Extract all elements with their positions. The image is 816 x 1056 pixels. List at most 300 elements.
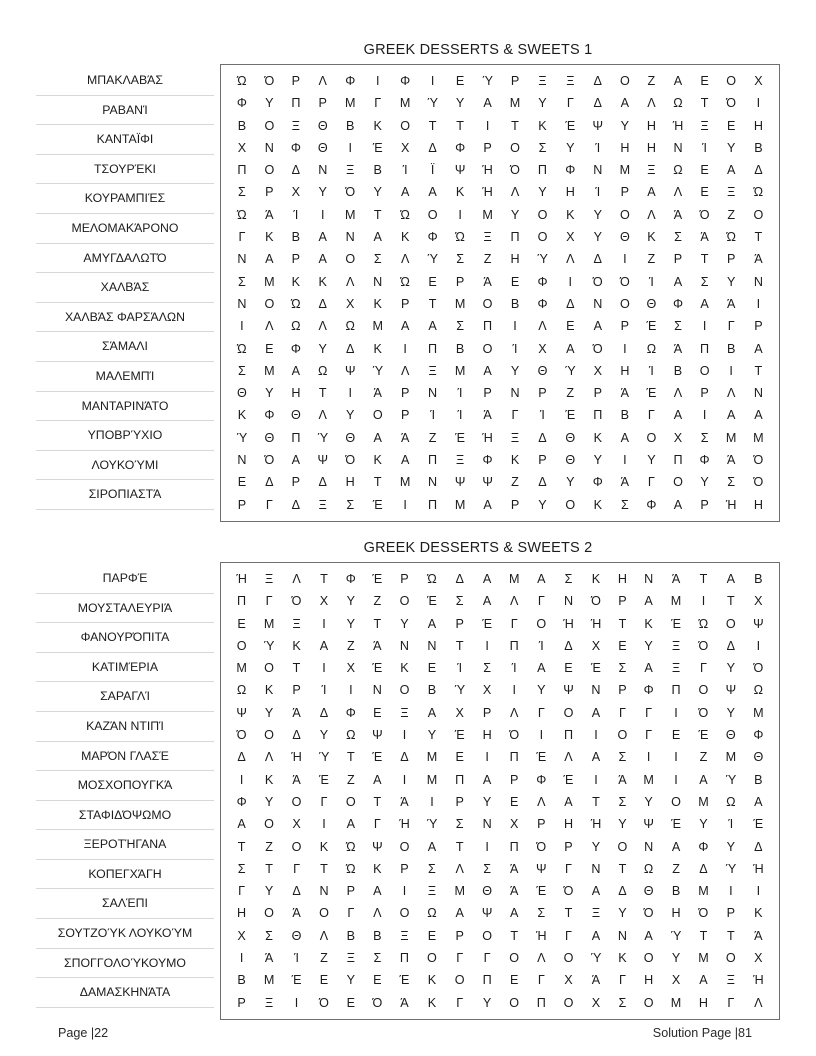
letter-cell[interactable]: Ή bbox=[236, 571, 247, 586]
letter-cell[interactable]: Ρ bbox=[673, 252, 683, 267]
letter-cell[interactable]: Έ bbox=[399, 973, 410, 988]
letter-cell[interactable]: Ψ bbox=[563, 683, 574, 698]
letter-cell[interactable]: Ν bbox=[237, 296, 247, 311]
letter-cell[interactable]: Ο bbox=[617, 839, 628, 854]
letter-cell[interactable]: Η bbox=[620, 140, 630, 155]
letter-cell[interactable]: Δ bbox=[538, 475, 547, 490]
letter-cell[interactable]: Υ bbox=[726, 705, 736, 720]
letter-cell[interactable]: Ξ bbox=[400, 705, 409, 720]
letter-cell[interactable]: Ι bbox=[594, 772, 598, 787]
letter-cell[interactable]: Δ bbox=[754, 839, 763, 854]
letter-cell[interactable]: Φ bbox=[643, 683, 654, 698]
letter-cell[interactable]: Θ bbox=[646, 296, 657, 311]
letter-cell[interactable]: Ά bbox=[510, 884, 519, 899]
letter-cell[interactable]: Κ bbox=[427, 995, 437, 1010]
letter-cell[interactable]: Γ bbox=[511, 408, 519, 423]
letter-cell[interactable]: Ψ bbox=[481, 906, 493, 921]
letter-cell[interactable]: Ι bbox=[756, 296, 761, 311]
letter-cell[interactable]: Μ bbox=[454, 884, 465, 899]
letter-cell[interactable]: Ι bbox=[729, 884, 733, 899]
letter-cell[interactable]: Έ bbox=[646, 386, 657, 401]
letter-cell[interactable]: Ο bbox=[619, 207, 630, 222]
letter-cell[interactable]: Ζ bbox=[647, 74, 656, 88]
letter-cell[interactable]: Θ bbox=[291, 928, 302, 943]
letter-cell[interactable]: Η bbox=[617, 571, 627, 586]
letter-cell[interactable]: Ο bbox=[726, 74, 737, 88]
letter-cell[interactable]: Ι bbox=[513, 319, 517, 334]
letter-cell[interactable]: Π bbox=[399, 950, 410, 965]
letter-cell[interactable]: Μ bbox=[454, 497, 466, 512]
letter-cell[interactable]: Ξ bbox=[264, 571, 274, 586]
letter-cell[interactable]: Π bbox=[483, 319, 493, 334]
letter-cell[interactable]: Σ bbox=[537, 906, 546, 921]
letter-cell[interactable]: Ά bbox=[483, 274, 492, 289]
word-list-item[interactable]: ΜΑΛΕΜΠΊ bbox=[36, 362, 214, 392]
letter-cell[interactable]: Ε bbox=[726, 118, 736, 133]
letter-cell[interactable]: Ξ bbox=[671, 638, 681, 653]
letter-cell[interactable]: Λ bbox=[292, 571, 301, 586]
letter-cell[interactable]: Μ bbox=[263, 616, 275, 631]
letter-cell[interactable]: Φ bbox=[565, 163, 576, 178]
letter-cell[interactable]: Ο bbox=[319, 906, 329, 921]
word-list-item[interactable]: ΞΕΡΟΤΉΓΑΝΑ bbox=[36, 830, 214, 860]
letter-cell[interactable]: Τ bbox=[592, 794, 600, 809]
letter-cell[interactable]: Λ bbox=[537, 950, 546, 965]
letter-cell[interactable]: Ι bbox=[512, 683, 516, 698]
letter-cell[interactable]: Ά bbox=[673, 341, 683, 356]
word-list-item[interactable]: ΜΕΛΟΜΑΚΆΡΟΝΟ bbox=[36, 214, 214, 244]
letter-cell[interactable]: Δ bbox=[564, 638, 573, 653]
letter-cell[interactable]: Α bbox=[482, 594, 492, 609]
letter-cell[interactable]: Ώ bbox=[237, 207, 247, 222]
letter-cell[interactable]: Μ bbox=[426, 750, 438, 765]
letter-cell[interactable]: Χ bbox=[400, 140, 410, 155]
letter-cell[interactable]: Ή bbox=[753, 861, 764, 876]
letter-cell[interactable]: Θ bbox=[345, 430, 356, 445]
letter-cell[interactable]: Ν bbox=[237, 252, 247, 267]
letter-cell[interactable]: Λ bbox=[455, 861, 464, 876]
letter-cell[interactable]: Δ bbox=[538, 430, 547, 445]
letter-cell[interactable]: Ύ bbox=[454, 683, 466, 698]
letter-cell[interactable]: Ά bbox=[483, 408, 492, 423]
letter-cell[interactable]: Χ bbox=[346, 661, 356, 676]
letter-cell[interactable]: Ν bbox=[264, 140, 274, 155]
letter-cell[interactable]: Ι bbox=[349, 683, 353, 698]
letter-cell[interactable]: Ί bbox=[402, 163, 408, 178]
letter-cell[interactable]: Β bbox=[754, 140, 763, 155]
letter-cell[interactable]: Η bbox=[753, 497, 763, 512]
letter-cell[interactable]: Ύ bbox=[725, 772, 737, 787]
letter-cell[interactable]: Θ bbox=[482, 884, 493, 899]
letter-cell[interactable]: Α bbox=[593, 319, 602, 334]
letter-cell[interactable]: Ο bbox=[643, 995, 654, 1010]
letter-cell[interactable]: Ό bbox=[345, 453, 356, 468]
letter-cell[interactable]: Τ bbox=[428, 118, 437, 133]
letter-cell[interactable]: Π bbox=[428, 497, 438, 512]
letter-cell[interactable]: Ύ bbox=[236, 430, 248, 445]
letter-cell[interactable]: Γ bbox=[456, 995, 464, 1010]
letter-cell[interactable]: Ο bbox=[698, 683, 709, 698]
letter-cell[interactable]: Γ bbox=[565, 861, 572, 876]
letter-cell[interactable]: Υ bbox=[346, 616, 356, 631]
letter-cell[interactable]: Α bbox=[644, 594, 653, 609]
letter-cell[interactable]: Ώ bbox=[237, 341, 247, 356]
letter-cell[interactable]: Ζ bbox=[727, 207, 736, 222]
letter-cell[interactable]: Ό bbox=[753, 475, 764, 490]
letter-cell[interactable]: Ο bbox=[699, 363, 710, 378]
letter-cell[interactable]: Ο bbox=[617, 728, 628, 743]
letter-cell[interactable]: Μ bbox=[643, 772, 654, 787]
letter-cell[interactable]: Π bbox=[509, 839, 519, 854]
letter-cell[interactable]: Δ bbox=[237, 750, 246, 765]
letter-cell[interactable]: Ε bbox=[319, 973, 329, 988]
letter-cell[interactable]: Ν bbox=[644, 839, 654, 854]
letter-cell[interactable]: Έ bbox=[536, 750, 547, 765]
word-list-item[interactable]: ΜΟΥΣΤΑΛΕΥΡΙΆ bbox=[36, 594, 214, 624]
letter-cell[interactable]: Λ bbox=[647, 207, 656, 222]
letter-cell[interactable]: Χ bbox=[538, 341, 547, 356]
letter-cell[interactable]: Ξ bbox=[318, 497, 327, 512]
letter-cell[interactable]: Μ bbox=[264, 274, 275, 289]
letter-cell[interactable]: Γ bbox=[238, 230, 246, 245]
letter-cell[interactable]: Τ bbox=[618, 616, 627, 631]
letter-cell[interactable]: Ψ bbox=[643, 817, 654, 832]
letter-cell[interactable]: Ι bbox=[430, 794, 434, 809]
letter-cell[interactable]: Ύ bbox=[590, 950, 602, 965]
letter-cell[interactable]: Ό bbox=[698, 705, 709, 720]
letter-cell[interactable]: Ψ bbox=[236, 705, 247, 720]
letter-cell[interactable]: Ά bbox=[671, 571, 681, 586]
letter-cell[interactable]: Γ bbox=[727, 319, 735, 334]
letter-cell[interactable]: Ξ bbox=[428, 363, 437, 378]
letter-cell[interactable]: Ξ bbox=[291, 118, 300, 133]
letter-cell[interactable]: Ί bbox=[457, 661, 463, 676]
letter-cell[interactable]: Ρ bbox=[700, 497, 709, 512]
letter-cell[interactable]: Σ bbox=[618, 661, 627, 676]
letter-cell[interactable]: Κ bbox=[373, 341, 382, 356]
letter-cell[interactable]: Έ bbox=[372, 750, 383, 765]
letter-cell[interactable]: Η bbox=[646, 118, 656, 133]
letter-cell[interactable]: Ο bbox=[264, 728, 274, 743]
letter-cell[interactable]: Β bbox=[455, 341, 465, 356]
letter-cell[interactable]: Υ bbox=[700, 475, 709, 490]
letter-cell[interactable]: Ά bbox=[754, 928, 763, 943]
letter-cell[interactable]: Ά bbox=[265, 207, 274, 222]
letter-cell[interactable]: Ο bbox=[563, 950, 574, 965]
letter-cell[interactable]: Μ bbox=[509, 96, 521, 111]
letter-cell[interactable]: Π bbox=[482, 973, 492, 988]
letter-cell[interactable]: Λ bbox=[564, 750, 573, 765]
letter-cell[interactable]: Ξ bbox=[727, 185, 736, 200]
letter-cell[interactable]: Ρ bbox=[291, 74, 301, 88]
letter-cell[interactable]: Β bbox=[346, 118, 355, 133]
letter-cell[interactable]: Χ bbox=[237, 140, 247, 155]
letter-cell[interactable]: Ψ bbox=[536, 861, 547, 876]
letter-cell[interactable]: Ρ bbox=[537, 817, 546, 832]
letter-cell[interactable]: Β bbox=[427, 683, 437, 698]
letter-cell[interactable]: Ά bbox=[400, 794, 409, 809]
letter-cell[interactable]: Ί bbox=[457, 386, 463, 401]
letter-cell[interactable]: Π bbox=[455, 772, 465, 787]
letter-cell[interactable]: Υ bbox=[618, 817, 627, 832]
letter-cell[interactable]: Υ bbox=[726, 274, 736, 289]
letter-cell[interactable]: Ί bbox=[728, 817, 734, 832]
letter-cell[interactable]: Γ bbox=[374, 96, 382, 111]
word-list-item[interactable]: ΑΜΥΓΔΑΛΩΤΌ bbox=[36, 244, 214, 274]
letter-cell[interactable]: Ώ bbox=[455, 230, 465, 245]
letter-cell[interactable]: Υ bbox=[647, 453, 656, 468]
letter-cell[interactable]: Χ bbox=[591, 638, 601, 653]
letter-cell[interactable]: Κ bbox=[754, 906, 763, 921]
letter-cell[interactable]: Δ bbox=[455, 571, 464, 586]
letter-cell[interactable]: Χ bbox=[455, 705, 464, 720]
letter-cell[interactable]: Έ bbox=[482, 616, 493, 631]
letter-cell[interactable]: Μ bbox=[670, 995, 682, 1010]
letter-cell[interactable]: Ξ bbox=[456, 453, 465, 468]
letter-cell[interactable]: Υ bbox=[318, 185, 327, 200]
letter-cell[interactable]: Ο bbox=[345, 252, 356, 267]
letter-cell[interactable]: Κ bbox=[647, 230, 656, 245]
letter-cell[interactable]: Σ bbox=[700, 430, 709, 445]
letter-cell[interactable]: Α bbox=[482, 772, 492, 787]
letter-cell[interactable]: Ε bbox=[428, 274, 437, 289]
letter-cell[interactable]: Α bbox=[373, 884, 382, 899]
letter-cell[interactable]: Ρ bbox=[400, 296, 410, 311]
letter-cell[interactable]: Χ bbox=[566, 230, 575, 245]
letter-cell[interactable]: Ό bbox=[264, 74, 275, 88]
letter-cell[interactable]: Ο bbox=[291, 794, 302, 809]
letter-cell[interactable]: Ζ bbox=[699, 750, 708, 765]
letter-cell[interactable]: Υ bbox=[566, 475, 575, 490]
letter-cell[interactable]: Σ bbox=[674, 230, 682, 245]
letter-cell[interactable]: Ώ bbox=[753, 185, 764, 200]
letter-cell[interactable]: Φ bbox=[236, 794, 247, 809]
word-list-item[interactable]: ΜΑΝΤΑΡΙΝΆΤΟ bbox=[36, 392, 214, 422]
letter-cell[interactable]: Α bbox=[699, 772, 708, 787]
letter-cell[interactable]: Π bbox=[509, 638, 519, 653]
letter-cell[interactable]: Σ bbox=[428, 861, 436, 876]
letter-cell[interactable]: Π bbox=[237, 594, 247, 609]
letter-cell[interactable]: Α bbox=[428, 319, 437, 334]
letter-cell[interactable]: Λ bbox=[264, 750, 274, 765]
letter-cell[interactable]: Υ bbox=[538, 96, 547, 111]
letter-cell[interactable]: Η bbox=[237, 906, 247, 921]
letter-cell[interactable]: Γ bbox=[537, 594, 545, 609]
word-list-item[interactable]: ΣΤΑΦΙΔΌΨΩΜΟ bbox=[36, 801, 214, 831]
letter-cell[interactable]: Φ bbox=[345, 571, 356, 586]
letter-cell[interactable]: Λ bbox=[400, 363, 410, 378]
letter-cell[interactable]: Ι bbox=[402, 884, 407, 899]
letter-cell[interactable]: Ο bbox=[264, 661, 274, 676]
letter-cell[interactable]: Ά bbox=[373, 386, 382, 401]
letter-cell[interactable]: Ό bbox=[563, 884, 574, 899]
word-list-item[interactable]: ΚΟΥΡΑΜΠΙΈΣ bbox=[36, 184, 214, 214]
letter-cell[interactable]: Ο bbox=[399, 906, 410, 921]
word-list-item[interactable]: ΣΑΡΑΓΛΊ bbox=[36, 682, 214, 712]
letter-cell[interactable]: Η bbox=[646, 140, 656, 155]
letter-cell[interactable]: Έ bbox=[565, 118, 576, 133]
letter-cell[interactable]: Ζ bbox=[511, 475, 519, 490]
letter-cell[interactable]: Π bbox=[291, 430, 301, 445]
letter-cell[interactable]: Ό bbox=[698, 638, 709, 653]
letter-cell[interactable]: Σ bbox=[456, 252, 464, 267]
letter-cell[interactable]: Α bbox=[673, 74, 683, 88]
letter-cell[interactable]: Ν bbox=[399, 638, 410, 653]
letter-cell[interactable]: Ν bbox=[345, 230, 355, 245]
letter-cell[interactable]: Ε bbox=[455, 74, 465, 88]
letter-cell[interactable]: Ω bbox=[646, 341, 657, 356]
letter-cell[interactable]: Υ bbox=[264, 884, 274, 899]
letter-cell[interactable]: Π bbox=[673, 453, 683, 468]
letter-cell[interactable]: Ο bbox=[400, 118, 411, 133]
letter-cell[interactable]: Υ bbox=[265, 386, 274, 401]
letter-cell[interactable]: Ν bbox=[593, 163, 603, 178]
letter-cell[interactable]: Π bbox=[428, 453, 438, 468]
letter-cell[interactable]: Α bbox=[427, 616, 437, 631]
letter-cell[interactable]: Ξ bbox=[726, 973, 735, 988]
letter-cell[interactable]: Ω bbox=[673, 163, 683, 178]
letter-cell[interactable]: Έ bbox=[455, 430, 466, 445]
letter-cell[interactable]: Ά bbox=[400, 430, 410, 445]
letter-cell[interactable]: Ω bbox=[726, 794, 736, 809]
letter-cell[interactable]: Ό bbox=[264, 453, 275, 468]
letter-cell[interactable]: Τ bbox=[237, 839, 246, 854]
letter-cell[interactable]: Ό bbox=[345, 185, 356, 200]
letter-cell[interactable]: Ι bbox=[348, 140, 352, 155]
letter-cell[interactable]: Υ bbox=[482, 794, 492, 809]
letter-cell[interactable]: Υ bbox=[537, 683, 546, 698]
letter-cell[interactable]: Λ bbox=[537, 794, 546, 809]
letter-cell[interactable]: Ο bbox=[646, 430, 657, 445]
letter-cell[interactable]: Λ bbox=[400, 252, 410, 267]
letter-cell[interactable]: Ο bbox=[536, 616, 547, 631]
letter-cell[interactable]: Ψ bbox=[482, 475, 493, 490]
letter-cell[interactable]: Β bbox=[346, 928, 356, 943]
letter-cell[interactable]: Ί bbox=[321, 683, 327, 698]
letter-cell[interactable]: Α bbox=[591, 705, 601, 720]
letter-cell[interactable]: Ό bbox=[536, 839, 547, 854]
letter-cell[interactable]: Ι bbox=[729, 363, 733, 378]
letter-cell[interactable]: Δ bbox=[428, 140, 437, 155]
letter-cell[interactable]: Ά bbox=[292, 705, 301, 720]
letter-cell[interactable]: Ο bbox=[399, 839, 410, 854]
letter-cell[interactable]: Α bbox=[754, 794, 763, 809]
letter-cell[interactable]: Ε bbox=[237, 475, 247, 490]
letter-cell[interactable]: Α bbox=[373, 430, 382, 445]
letter-cell[interactable]: Μ bbox=[264, 363, 275, 378]
letter-cell[interactable]: Ο bbox=[236, 638, 247, 653]
letter-cell[interactable]: Μ bbox=[263, 973, 275, 988]
letter-cell[interactable]: Ν bbox=[373, 274, 383, 289]
letter-cell[interactable]: Ν bbox=[673, 140, 683, 155]
letter-cell[interactable]: Ρ bbox=[618, 683, 627, 698]
letter-cell[interactable]: Σ bbox=[674, 319, 682, 334]
letter-cell[interactable]: Ζ bbox=[428, 430, 437, 445]
letter-cell[interactable]: Θ bbox=[290, 408, 301, 423]
letter-cell[interactable]: Α bbox=[699, 973, 708, 988]
letter-cell[interactable]: Σ bbox=[238, 185, 246, 200]
letter-cell[interactable]: Ε bbox=[566, 319, 575, 334]
letter-cell[interactable]: Μ bbox=[725, 750, 737, 765]
letter-cell[interactable]: Β bbox=[620, 408, 630, 423]
letter-cell[interactable]: Υ bbox=[726, 661, 736, 676]
letter-cell[interactable]: Π bbox=[237, 163, 247, 178]
letter-cell[interactable]: Ρ bbox=[620, 185, 630, 200]
letter-cell[interactable]: Ν bbox=[593, 296, 603, 311]
letter-cell[interactable]: Ό bbox=[592, 341, 603, 356]
letter-cell[interactable]: Τ bbox=[373, 475, 382, 490]
letter-cell[interactable]: Ι bbox=[756, 96, 761, 111]
letter-cell[interactable]: Ε bbox=[618, 638, 627, 653]
letter-cell[interactable]: Φ bbox=[699, 453, 710, 468]
letter-cell[interactable]: Χ bbox=[754, 950, 763, 965]
letter-cell[interactable]: Ο bbox=[509, 995, 520, 1010]
letter-cell[interactable]: Α bbox=[346, 817, 356, 832]
letter-cell[interactable]: Ο bbox=[264, 906, 274, 921]
word-list-item[interactable]: ΦΑΝΟΥΡΌΠΙΤΑ bbox=[36, 623, 214, 653]
letter-cell[interactable]: Λ bbox=[510, 185, 520, 200]
letter-cell[interactable]: Ο bbox=[482, 296, 493, 311]
letter-cell[interactable]: Δ bbox=[593, 252, 602, 267]
letter-cell[interactable]: Θ bbox=[619, 230, 630, 245]
letter-cell[interactable]: Γ bbox=[293, 861, 300, 876]
letter-cell[interactable]: Γ bbox=[618, 973, 626, 988]
letter-cell[interactable]: Μ bbox=[399, 96, 411, 111]
letter-cell[interactable]: Α bbox=[318, 252, 327, 267]
letter-cell[interactable]: Κ bbox=[291, 274, 301, 289]
letter-grid-1[interactable] bbox=[228, 70, 772, 516]
letter-cell[interactable]: Τ bbox=[618, 861, 627, 876]
letter-cell[interactable]: Ά bbox=[673, 207, 683, 222]
letter-cell[interactable]: Π bbox=[510, 230, 520, 245]
letter-cell[interactable]: Ύ bbox=[427, 252, 438, 267]
letter-cell[interactable]: Ο bbox=[372, 408, 383, 423]
word-list-item[interactable]: ΣΑΛΈΠΙ bbox=[36, 889, 214, 919]
letter-cell[interactable]: Υ bbox=[644, 638, 653, 653]
letter-cell[interactable]: Κ bbox=[400, 230, 410, 245]
letter-cell[interactable]: Ι bbox=[623, 453, 627, 468]
letter-cell[interactable]: Ρ bbox=[292, 683, 301, 698]
letter-cell[interactable]: Σ bbox=[238, 274, 246, 289]
letter-cell[interactable]: Φ bbox=[264, 408, 275, 423]
letter-cell[interactable]: Μ bbox=[670, 594, 682, 609]
letter-cell[interactable]: Ι bbox=[375, 74, 380, 88]
letter-cell[interactable]: Μ bbox=[454, 296, 466, 311]
letter-cell[interactable]: Ο bbox=[563, 705, 574, 720]
letter-cell[interactable]: Ά bbox=[591, 973, 601, 988]
word-list-item[interactable]: ΚΑΝΤΑΪΦΙ bbox=[36, 125, 214, 155]
letter-cell[interactable]: Έ bbox=[646, 319, 657, 334]
letter-cell[interactable]: Φ bbox=[400, 74, 411, 88]
letter-cell[interactable]: Τ bbox=[346, 750, 355, 765]
letter-cell[interactable]: Β bbox=[237, 118, 247, 133]
letter-cell[interactable]: Ρ bbox=[726, 252, 736, 267]
letter-cell[interactable]: Ρ bbox=[538, 453, 547, 468]
word-list-item[interactable]: ΣΆΜΑΛΙ bbox=[36, 332, 214, 362]
letter-cell[interactable]: Φ bbox=[345, 705, 356, 720]
letter-cell[interactable]: Α bbox=[400, 185, 410, 200]
letter-cell[interactable]: Ρ bbox=[538, 386, 547, 401]
letter-cell[interactable]: Ρ bbox=[700, 386, 709, 401]
letter-cell[interactable]: Έ bbox=[454, 728, 465, 743]
letter-cell[interactable]: Θ bbox=[565, 430, 576, 445]
letter-cell[interactable]: Υ bbox=[644, 794, 653, 809]
letter-cell[interactable]: Χ bbox=[591, 995, 601, 1010]
letter-cell[interactable]: Υ bbox=[591, 839, 601, 854]
letter-cell[interactable]: Υ bbox=[346, 973, 356, 988]
letter-cell[interactable]: Έ bbox=[698, 728, 709, 743]
letter-cell[interactable]: Ώ bbox=[427, 571, 437, 586]
